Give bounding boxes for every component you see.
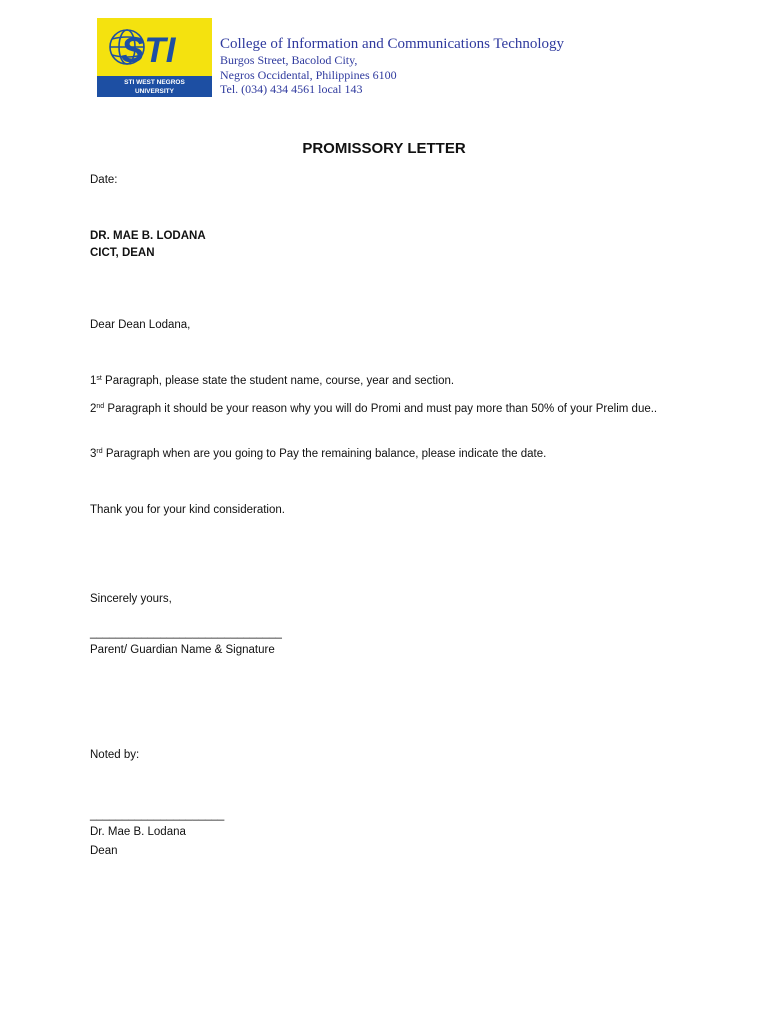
logo-letters: STI [121, 31, 176, 70]
recipient-name: DR. MAE B. LODANA [90, 230, 206, 242]
paragraph-1-text: Paragraph, please state the student name, course, year and section. [101, 375, 455, 387]
guardian-signature-line: ______________________________ [90, 627, 282, 639]
telephone: Tel. (034) 434 4561 local 143 [220, 82, 363, 96]
dean-title: Dean [90, 845, 118, 857]
paragraph-2 [90, 401, 660, 418]
paragraph-3-ordinal: rd [96, 448, 103, 455]
dean-signature-line: _____________________ [90, 809, 225, 821]
paragraph-1-ordinal: st [96, 375, 102, 382]
recipient-position: CICT, DEAN [90, 247, 155, 259]
address-street: Burgos Street, Bacolod City, [220, 53, 358, 67]
dean-name: Dr. Mae B. Lodana [90, 826, 186, 838]
paragraph-3-number: 3 [90, 448, 97, 460]
noted-by-label: Noted by: [90, 749, 140, 761]
paragraph-3-text: Paragraph when are you going to Pay the remaining balance, please indicate the date. [102, 448, 547, 460]
college-name: College of Information and Communications Technology [220, 36, 565, 52]
thanks-line: Thank you for your kind consideration. [90, 504, 285, 516]
logo-band [97, 76, 212, 97]
salutation: Dear Dean Lodana, [90, 319, 191, 331]
sti-globe-logo-icon [97, 18, 212, 76]
sti-logo [97, 18, 212, 97]
date-label: Date: [90, 174, 118, 186]
logo-band-line-1: STI WEST NEGROS [124, 79, 185, 86]
letterhead [220, 36, 564, 97]
paragraph-1-number: 1 [90, 375, 97, 387]
paragraph-1 [90, 374, 454, 388]
closing: Sincerely yours, [90, 593, 172, 605]
paragraph-2-text: Paragraph it should be your reason why you will do Promi and must pay more than 50% of your Prelim due.. [104, 403, 658, 415]
paragraph-2-ordinal: nd [96, 403, 105, 410]
letter-title: PROMISSORY LETTER [302, 140, 466, 157]
guardian-signature-label: Parent/ Guardian Name & Signature [90, 644, 275, 656]
paragraph-3 [90, 447, 546, 461]
paragraph-2-number: 2 [90, 403, 97, 415]
address-province: Negros Occidental, Philippines 6100 [220, 67, 397, 82]
logo-band-line-2: UNIVERSITY [134, 87, 174, 95]
